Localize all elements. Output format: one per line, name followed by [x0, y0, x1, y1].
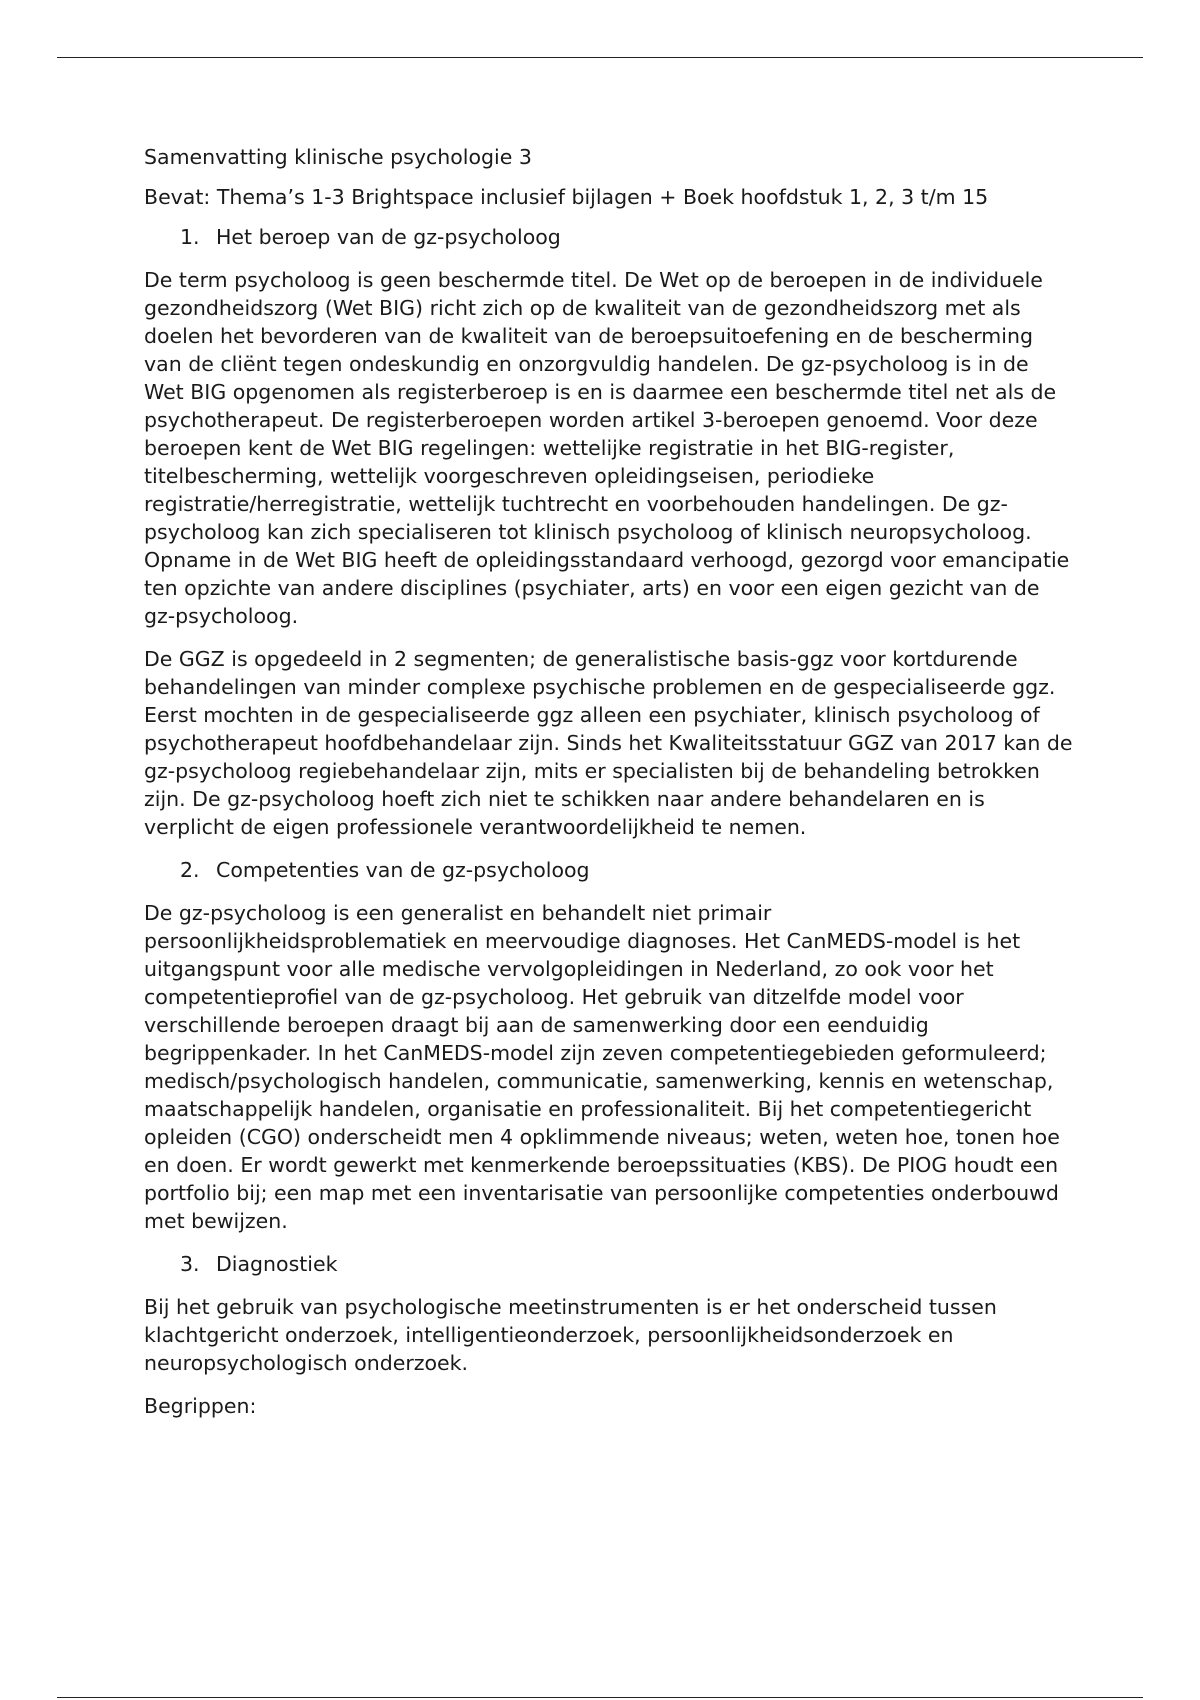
top-rule [57, 57, 1143, 58]
paragraph: De term psycholoog is geen beschermde titel. De Wet op de beroepen in de individuele gezondheidszorg (Wet BIG) richt zich op de kwaliteit van de gezondheidszorg met als doelen het bevorderen van de kwaliteit van de beroepsuitoefening en de bescherming van de cliënt tegen ondeskundig en onzorgvuldig handelen. De gz-psycholoog is in de Wet BIG opgenomen als registerberoep is en is daarmee een beschermde titel net als de psychotherapeut. De registerberoepen worden artikel 3-beroepen genoemd. Voor deze beroepen kent de Wet BIG regelingen: wettelijke registratie in het BIG-register, titelbescherming, wettelijk voorgeschreven opleidingseisen, periodieke registratie/herregistratie, wettelijk tuchtrecht en voorbehouden handelingen. De gz-psycholoog kan zich specialiseren tot klinisch psycholoog of klinisch neuropsycholoog. Opname in de Wet BIG heeft de opleidingsstandaard verhoogd, gezorgd voor emancipatie ten opzichte van andere disciplines (psychiater, arts) en voor een eigen gezicht van de gz-psycholoog. [144, 268, 1070, 628]
paragraph: Bij het gebruik van psychologische meetinstrumenten is er het onderscheid tussen klachtgericht onderzoek, intelligentieonderzoek, persoonlijkheidsonderzoek en neuropsychologisch onderzoek. [144, 1295, 997, 1375]
section-number: 3. [180, 1252, 200, 1276]
section-title: Het beroep van de gz-psycholoog [216, 225, 561, 249]
paragraph: Begrippen: [144, 1394, 257, 1418]
section-heading-1 [180, 223, 1074, 251]
section-heading-3 [180, 1250, 1074, 1278]
paragraph: De gz-psycholoog is een generalist en behandelt niet primair persoonlijkheidsproblematiek en meervoudige diagnoses. Het CanMEDS-model is het uitgangspunt voor alle medische vervolgopleidingen in Nederland, zo ook voor het competentieprofiel van de gz-psycholoog. Het gebruik van ditzelfde model voor verschillende beroepen draagt bij aan de samenwerking door een eenduidig begrippenkader. In het CanMEDS-model zijn zeven competentiegebieden geformuleerd; medisch/psychologisch handelen, communicatie, samenwerking, kennis en wetenschap, maatschappelijk handelen, organisatie en professionaliteit. Bij het competentiegericht opleiden (CGO) onderscheidt men 4 opklimmende niveaus; weten, weten hoe, tonen hoe en doen. Er wordt gewerkt met kenmerkende beroepssituaties (KBS). De PIOG houdt een portfolio bij; een map met een inventarisatie van persoonlijke competenties onderbouwd met bewijzen. [144, 901, 1060, 1233]
section-title: Competenties van de gz-psycholoog [216, 858, 590, 882]
section-number: 2. [180, 858, 200, 882]
document-subtitle: Bevat: Thema’s 1-3 Brightspace inclusief bijlagen + Boek hoofdstuk 1, 2, 3 t/m 15 [144, 185, 989, 209]
section-title: Diagnostiek [216, 1252, 338, 1276]
bottom-rule [57, 1697, 1143, 1698]
section-number: 1. [180, 225, 200, 249]
section-heading-2 [180, 856, 1074, 884]
document-title: Samenvatting klinische psychologie 3 [144, 145, 532, 169]
paragraph: De GGZ is opgedeeld in 2 segmenten; de generalistische basis-ggz voor kortdurende behandelingen van minder complexe psychische problemen en de gespecialiseerde ggz. Eerst mochten in de gespecialiseerde ggz alleen een psychiater, klinisch psycholoog of psychotherapeut hoofdbehandelaar zijn. Sinds het Kwaliteitsstatuur GGZ van 2017 kan de gz-psycholoog regiebehandelaar zijn, mits er specialisten bij de behandeling betrokken zijn. De gz-psycholoog hoeft zich niet te schikken naar andere behandelaren en is verplicht de eigen professionele verantwoordelijkheid te nemen. [144, 647, 1073, 839]
document-body [144, 143, 1074, 1435]
